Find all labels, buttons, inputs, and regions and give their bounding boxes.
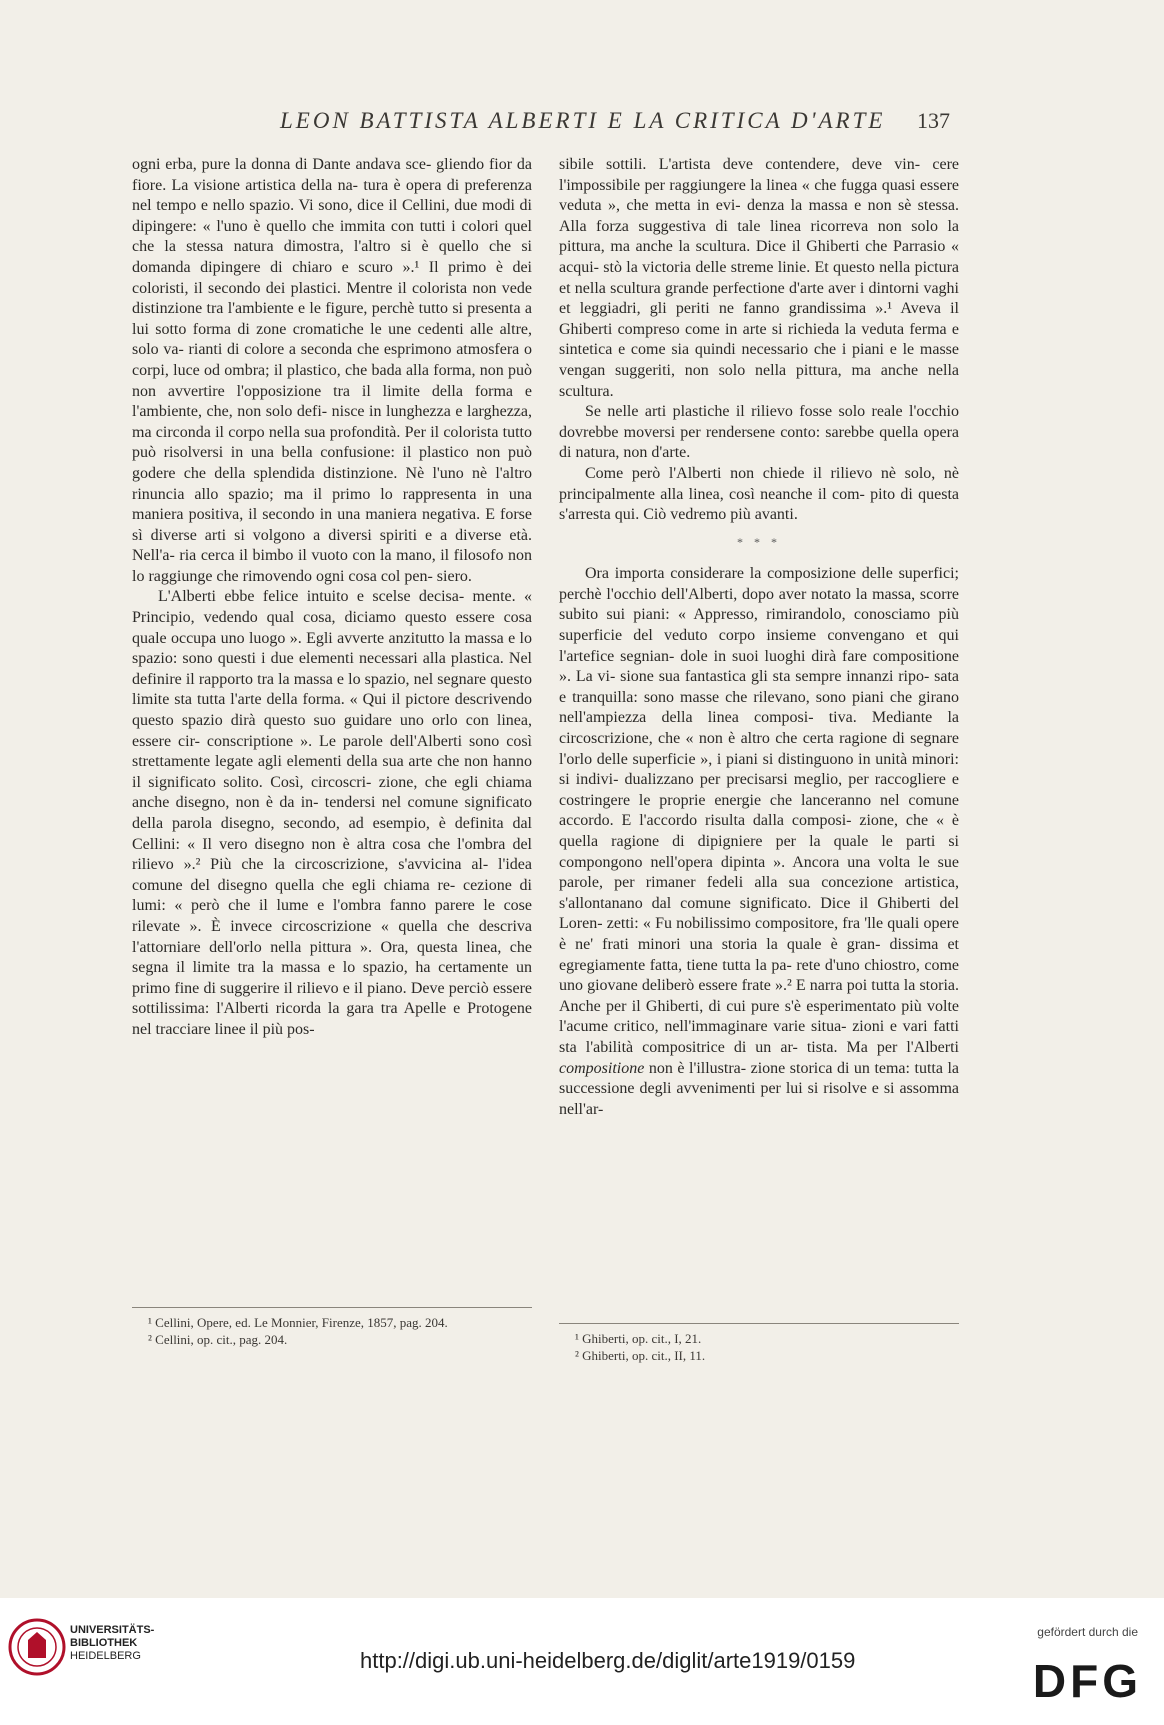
library-name-line: UNIVERSITÄTS-: [70, 1624, 155, 1636]
paragraph: L'Alberti ebbe felice intuito e scelse decisa- mente. « Principio, vedendo qual cosa, diciamo questo essere cosa quale occupa uno luogo ». Egli avverte anzitutto la massa e lo spazio: sono questi i due elementi necessari alla plastica. Nel definire il rapporto tra la massa e lo spazio, nel segnare questo limite sta tutta l'arte della forma. « Qui il pictore descrivendo questo spazio dirà questo suo guidare uno orlo con linea, essere cir- conscriptione ». Le parole dell'Alberti sono così strettamente legate agli elementi della sua arte che non hanno il significato solito. Così, circoscri- zione, che egli chiama anche disegno, non è da in- tendersi nel comune significato della parola disegno, secondo, ad esempio, è definita dal Cellini: « Il vero disegno non è altra cosa che l'ombra del rilievo ».² Più che la circoscrizione, s'avvicina al- l'idea comune del disegno quella che egli chiama re- cezione di lumi: « però che il lume e l'ombra fanno parere le cose rilevate ». È invece circoscrizione « quella che descriva l'attorniare dell'orlo nella pittura ». Ora, questa linea, che segna il limite tra la massa e lo spazio, ha certamente un primo fine di suggerire il rilievo e il piano. Deve perciò essere sottilissima: l'Alberti ricorda la gara tra Apelle e Protogene nel tracciare linee il più pos-: [132, 588, 532, 1038]
section-separator: * * *: [737, 534, 781, 549]
right-column: [559, 155, 959, 1120]
page-number: 137: [917, 108, 950, 133]
permalink-url[interactable]: http://digi.ub.uni-heidelberg.de/diglit/arte1919/0159: [360, 1648, 856, 1673]
footnote: ¹ Cellini, Opere, ed. Le Monnier, Firenze, 1857, pag. 204.: [148, 1315, 448, 1330]
footnote: ² Cellini, op. cit., pag. 204.: [148, 1332, 288, 1347]
viewer-footer: [0, 1598, 1164, 1725]
paragraph: sibile sottili. L'artista deve contendere, deve vin- cere l'impossibile per raggiungere la linea « che fugga quasi essere veduta », che metta in evi- denza la massa e non sè stessa. Alla forza suggestiva di tale linea ricorreva non solo la pittura, ma anche la scultura. Dice il Ghiberti che Parrasio « acqui- stò la victoria delle streme linie. Et questo nella pictura et nella scultura grande perfectione d'arte aver i dintorni vaghi et leggiadri, gli periti ne fanno grandissima ».¹ Aveva il Ghiberti compreso come in arte si richieda la veduta ferma e sintetica e come sia quindi necessario che i piani e le masse vengan suggeriti, non solo nella pittura, ma anche nella scultura.: [559, 156, 959, 400]
paragraph-text: non è l'illustra- zione storica di un tema: tutta la successione degli avvenimenti per lui si risolve e si assomma nell'ar-: [559, 1059, 960, 1118]
running-header: [130, 108, 950, 138]
running-title: LEON BATTISTA ALBERTI E LA CRITICA D'ARTE: [280, 108, 886, 133]
university-seal-icon: [8, 1618, 66, 1676]
paragraph-text: Ora importa considerare la composizione delle superfici; perchè l'occhio dell'Alberti, dopo aver notato la massa, scorre subito sui piani: « Appresso, rimirandolo, conosciamo più superficie del veduto corpo insieme convengano et qui l'artefice segnian- dole in suoi luoghi dirà fare compositione ». La vi- sione sua fantastica gli sta sempre innanzi ripo- sata e tranquilla: sono masse che rilevano, sono piani che girano nell'ampiezza della linea composi- tiva. Mediante la circoscrizione, che « non è altro che certa ragione di segnare l'orlo delle superficie », i piani si distinguono in unità minori: si indivi- dualizzano per precisarsi meglio, per raccogliere e costringere le proprie energie che lanceranno nel comune accordo. E l'accordo risulta dalla composi- zione, che « è quella ragione di dipigniere per la quale le parti si compongono nell'opera dipinta ». Ancora una volta le sue parole, per rimaner fedeli alla sua concezione artistica, s'allontanano dal comune significato. Dice il Ghiberti del Loren- zetti: « Fu nobilissimo compositore, fra 'lle quali opere è ne' frati minori una storia la quale è gran- dissima et egregiamente fatta, tiene tutta la pa- rete d'uno chiostro, come uno giovane deliberò essere frate ».² E narra poi tutta la storia. Anche per il Ghiberti, di cui pure s'è esperimentato più volte l'acume critico, nell'immaginare varie situa- zioni e vari fatti sta l'abilità compositrice di un ar- tista. Ma per l'Alberti: [559, 565, 959, 1056]
library-name-line: HEIDELBERG: [70, 1650, 141, 1662]
dfg-logo: DFG: [1032, 1655, 1142, 1707]
footnotes-left: [132, 1307, 532, 1348]
paragraph: ogni erba, pure la donna di Dante andava sce- gliendo fior da fiore. La visione artistica della na- tura è opera di preferenza nel tempo e nello spazio. Vi sono, dice il Cellini, due modi di dipingere: « l'uno è quello che immita con tutti i colori quel che la stessa natura dimostra, l'altro si è quello che si domanda dipingere di chiaro e scuro ».¹ Il primo è dei coloristi, il secondo dei plastici. Mentre il colorista non vede distinzione tra l'ambiente e le figure, perchè tutto si presenta a lui sotto forma di zone cromatiche le une cedenti alle altre, solo va- rianti di colore a seconda che esprimono atmosfera o corpi, luce od ombra; il plastico, che bada alla forma, non può non avvertire l'opposizione tra il limite della forma e l'ambiente, che, non solo defi- nisce in lunghezza e larghezza, ma circonda il corpo nella sua profondità. Per il colorista tutto può risolversi in una bella confusione: il plastico non può godere che della splendida distinzione. Nè l'uno nè l'altro rinuncia allo spazio; ma il primo lo rappresenta in una maniera positiva, il secondo in una maniera negativa. E forse sì diverse arti si volgono a diversi spiriti e a diverse età. Nell'a- ria cerca il bimbo il vuoto con la mano, il filosofo non lo raggiunge che rimovendo ogni cosa col pen- siero.: [132, 156, 532, 585]
funded-by-label: gefördert durch die: [1037, 1625, 1138, 1639]
library-name-line: BIBLIOTHEK: [70, 1637, 138, 1649]
footnote: ¹ Ghiberti, op. cit., I, 21.: [575, 1331, 702, 1346]
paragraph: Come però l'Alberti non chiede il rilievo nè solo, nè principalmente alla linea, così neanche il com- pito di questa s'arresta qui. Ciò vedremo più avanti.: [559, 464, 959, 524]
footnote: ² Ghiberti, op. cit., II, 11.: [575, 1348, 706, 1363]
paragraph: Se nelle arti plastiche il rilievo fosse solo reale l'occhio dovrebbe moversi per rendersene conto: sarebbe quella opera di natura, non d'arte.: [559, 403, 959, 462]
footnotes-right: [559, 1323, 959, 1364]
italic-term: compositione: [559, 1059, 645, 1077]
left-column: [132, 155, 532, 1041]
library-name: [70, 1624, 154, 1663]
paragraph: [559, 564, 959, 1120]
